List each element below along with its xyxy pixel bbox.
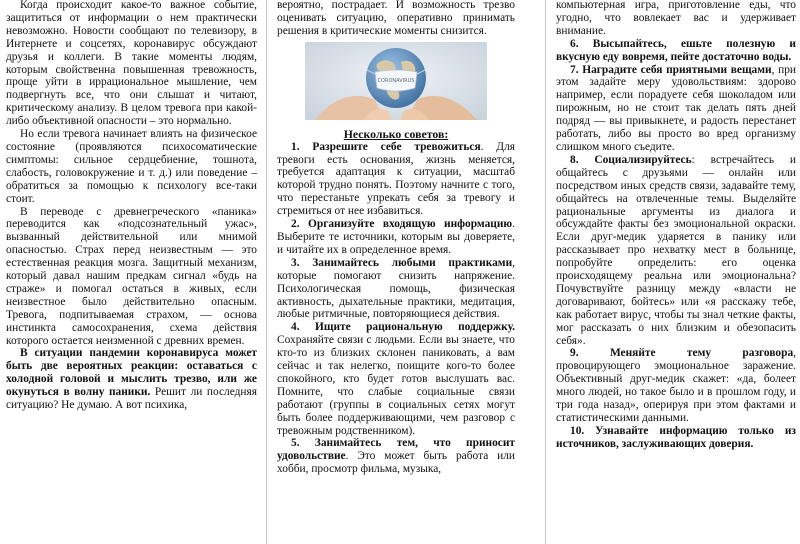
tip-4 bbox=[277, 321, 515, 437]
column-separator bbox=[266, 0, 267, 544]
tip-9-title: 9. Меняйте тему разговора bbox=[570, 347, 794, 360]
left-paragraph-4 bbox=[6, 347, 257, 412]
tip-2-text: . Выберите те источники, которым вы доверяете, и читайте их в определенное время. bbox=[277, 218, 515, 256]
tip-6-title: 6. Высыпайтесь, ешьте полезную и вкусную еду вовремя, пейте достаточно воды. bbox=[556, 37, 796, 63]
tip-3-title: 3. Занимайтесь любыми практиками bbox=[291, 256, 513, 269]
left-paragraph-2: Но если тревога начинает влиять на физическое состояние (проявляются психосоматические симптомы: сильное сердцебиение, тошнота, слабость, головокружение и т. д.) или поведение – обратиться за помощью к психологу все-таки стоит. bbox=[6, 128, 257, 205]
tip-7 bbox=[556, 64, 796, 154]
tip-2-title: 2. Организуйте входящую информацию bbox=[291, 218, 513, 231]
tip-5-text: . Это может быть работа или хобби, просмотр фильма, музыка, bbox=[277, 450, 515, 476]
tip-8-title: 8. Социализируйтесь bbox=[570, 153, 692, 166]
tip-7-text: , при этом задайте меру удовольствиям: здорово например, если порадуете себя шоколадом или пирожным, но не стоит так делать пять дней подряд — вы привыкнете, и радость перестанет работать, либо вы просто во вред организму слишком много съедите. bbox=[556, 63, 796, 153]
mask-label: CORONAVIRUS bbox=[377, 77, 415, 84]
tip-7-title: 7. Наградите себя приятными вещами bbox=[570, 63, 772, 76]
tip-8-text: : встречайтесь и общайтесь с друзьями — онлайн или посредством иных средств связи, задавайте тему, общайтесь на отвлеченные темы. Выделяйте рациональные аргументы из диалога и обсуждайте факты без эмоциональной окраски. Если друг-медик ударяется в панику или рассказывает про нехватку мест в больнице, попробуйте определить: его оценка происходящему реальна или эмоциональна? Почувствуйте разницу между «власти не договаривают, бойтесь» или «я расскажу тебе, как работает вирус, чтобы ты знал четкие факты, мог рассказать о них близким и обезопасить себя». bbox=[556, 153, 796, 347]
tip-9-text: , провоцирующего эмоциональное заражение. Объективный друг-медик скажет: «да, болеет много людей, но такое было и в прошлом году, и три года назад», оперируя при этом фактами и статистическими данными. bbox=[556, 347, 796, 424]
tip-5-title: 5. Занимайтесь тем, что приносит удовольствие bbox=[277, 437, 515, 463]
tip-4-title: 4. Ищите рациональную поддержку. bbox=[291, 321, 515, 334]
tip-5 bbox=[277, 437, 515, 476]
tip-1 bbox=[277, 141, 515, 218]
tip-4-text: Сохраняйте связи с людьми. Если вы знаете, что кто-то из близких склонен паниковать, а вам сейчас и так нелегко, поищите кого-то более спокойного, кто будет готов выслушать вас. Помните, что слабые социальные связи работают (группы в социальных сетях могут быть более поддерживающими, чем разговор с тревожным родственником). bbox=[277, 334, 515, 437]
column-separator bbox=[545, 0, 546, 544]
globe-in-hands-image bbox=[305, 42, 487, 120]
tip-8 bbox=[556, 154, 796, 348]
left-column bbox=[4, 0, 259, 543]
pandemic-reactions-text: Решит ли последняя ситуацию? Не думаю. А вот психика, bbox=[6, 386, 257, 412]
tip-9 bbox=[556, 347, 796, 424]
middle-paragraph-0: вероятно, пострадает. И возможность трезво оценивать ситуацию, оперативно принимать решения в критические моменты снизится. bbox=[277, 0, 515, 37]
left-paragraph-1: Когда происходит какое-то важное событие, защититься от информации о нем практически невозможно. Новости сообщают по телевизору, в Интернете и соцсетях, коронавирус обсуждают друзья и коллеги. В такие моменты людям, которым свойственна повышенная тревожность, проще уйти в иррациональное мышление, чем подвергнуть все, что они слышат и читают, критическому анализу. В целом тревога при какой-либо объективной опасности – это нормально. bbox=[6, 0, 257, 128]
tip-2 bbox=[277, 218, 515, 257]
middle-column bbox=[275, 0, 517, 543]
tip-1-title: 1. Разрешите себе тревожиться bbox=[291, 140, 481, 153]
tips-heading: Несколько советов: bbox=[343, 126, 449, 141]
tip-1-text: . Для тревоги есть основания, жизнь меняется, требуется адаптация к ситуации, масштаб которой трудно понять. Поэтому начните с того, что перестаньте упрекать себя за тревогу и стремиться от нее избавиться. bbox=[277, 140, 515, 218]
globe-in-hands-icon bbox=[305, 42, 487, 120]
pandemic-reactions-bold: В ситуации пандемии коронавируса может быть две вероятных реакции: оставаться с холодной головой и мыслить трезво, или же окунуться в волну паники. bbox=[6, 347, 257, 399]
right-paragraph-0: компьютерная игра, приготовление еды, что угодно, что вовлекает вас и удерживает внимание. bbox=[556, 0, 796, 37]
tip-3 bbox=[277, 257, 515, 322]
tip-10-title: 10. Узнавайте информацию только из источников, заслуживающих доверия. bbox=[556, 424, 796, 450]
right-column bbox=[554, 0, 798, 543]
left-paragraph-3: В переводе с древнегреческого «паника» переводится как «подсознательный ужас», вызванный действительной или мнимой опасностью. Страх перед неизвестным — это естественная реакция мозга. Защитный механизм, который давал нашим предкам сигнал «будь на страже» и помогал остаться в живых, если неизвестное было действительно опасным. Тревога, подпитываемая страхом, — основа инстинкта самосохранения, схема действия которого остается неизменной с древних времен. bbox=[6, 205, 257, 347]
tip-3-text: , которые помогают снизить напряжение. Психологическая помощь, физическая активность, дыхательные практики, медитация, любые ритмичные, повторяющиеся действия. bbox=[277, 256, 515, 321]
